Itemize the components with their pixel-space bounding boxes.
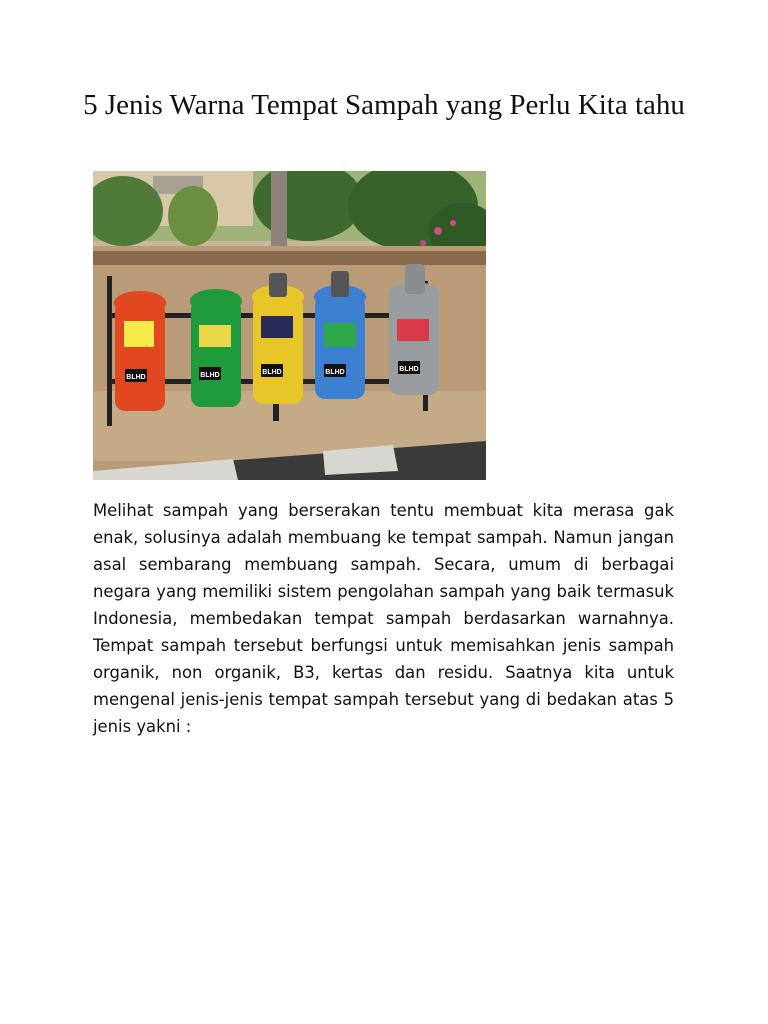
bin-label: BLHD xyxy=(126,374,146,381)
bin-blue xyxy=(314,271,366,399)
bin-yellow xyxy=(252,273,304,404)
bin-label: BLHD xyxy=(200,372,220,379)
bin-label: BLHD xyxy=(262,369,282,376)
trash-bins-photo xyxy=(93,171,486,480)
bin-label: BLHD xyxy=(325,369,345,376)
bin-label: BLHD xyxy=(399,366,419,373)
intro-paragraph: Melihat sampah yang berserakan tentu membuat kita merasa gak enak, solusinya adalah membuang ke tempat sampah. Namun jangan asal sembarang membuang sampah. Secara, umum di berbagai negara yang memiliki sistem pengolahan sampah yang baik termasuk Indonesia, membedakan tempat sampah berdasarkan warnahnya. Tempat sampah tersebut berfungsi untuk memisahkan jenis sampah organik, non organik, B3, kertas dan residu. Saatnya kita untuk mengenal jenis-jenis tempat sampah tersebut yang di bedakan atas 5 jenis yakni : xyxy=(93,501,674,736)
page-title: 5 Jenis Warna Tempat Sampah yang Perlu Kita tahu xyxy=(83,89,685,121)
bin-green xyxy=(190,289,242,407)
bin-red xyxy=(114,291,166,411)
